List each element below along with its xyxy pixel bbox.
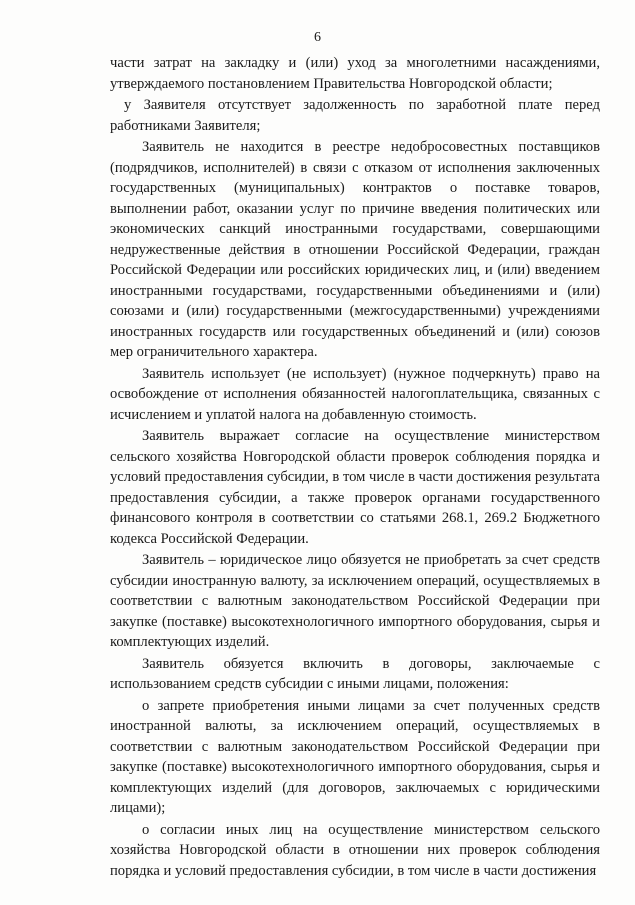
paragraph-currency-obligation: Заявитель – юридическое лицо обязуется не приобретать за счет средств субсидии иностранную валюту, за исключением операций, осуществляемых в соответствии с валютным законодательством Российской Федерации при закупке (поставке) высокотехнологичного импортного оборудования, сырья и комплектующих изделий.	[110, 552, 600, 650]
document-body	[110, 53, 600, 881]
paragraph-audit-provision: о согласии иных лиц на осуществление министерством сельского хозяйства Новгородской области в отношении них проверок соблюдения порядка и условий предоставления субсидии, в том числе в части достижения	[110, 821, 600, 879]
paragraph-no-wage-debt: у Заявителя отсутствует задолженность по заработной плате перед работниками Заявителя;	[110, 97, 600, 134]
paragraph-currency-ban-provision: о запрете приобретения иными лицами за счет полученных средств иностранной валюты, за исключением операций, осуществляемых в соответствии с валютным законодательством Российской Федерации при закупке (поставке) высокотехнологичного импортного оборудования, сырья и комплектующих изделий (для договоров, заключаемых с юридическими лицами);	[110, 697, 600, 816]
paragraph-continuation: части затрат на закладку и (или) уход за многолетними насаждениями, утверждаемого постановлением Правительства Новгородской области;	[110, 55, 600, 92]
paragraph-not-in-registry: Заявитель не находится в реестре недобросовестных поставщиков (подрядчиков, исполнителей) в связи с отказом от исполнения заключенных государственных (муниципальных) контрактов о поставке товаров, выполнении работ, оказании услуг по причине введения политических или экономических санкций иностранными государствами, совершающими недружественные действия в отношении Российской Федерации, граждан Российской Федерации или российских юридических лиц, и (или) введением иностранными государствами, государственными объединениями и (или) союзами и (или) государственными (межгосударственными) учреждениями иностранных государств или государственных объединений и (или) союзов мер ограничительного характера.	[110, 139, 600, 360]
paragraph-contract-provisions: Заявитель обязуется включить в договоры, заключаемые с использованием средств субсидии с иными лицами, положения:	[110, 655, 600, 692]
page-number: 6	[314, 30, 321, 45]
paragraph-audit-consent: Заявитель выражает согласие на осуществление министерством сельского хозяйства Новгородской области проверок соблюдения порядка и условий предоставления субсидии, в том числе в части достижения результата предоставления субсидии, а также проверок органами государственного финансового контроля в соответствии со статьями 268.1, 269.2 Бюджетного кодекса Российской Федерации.	[110, 428, 600, 547]
paragraph-vat-exemption: Заявитель использует (не использует) (нужное подчеркнуть) право на освобождение от исполнения обязанностей налогоплательщика, связанных с исчислением и уплатой налога на добавленную стоимость.	[110, 365, 600, 423]
